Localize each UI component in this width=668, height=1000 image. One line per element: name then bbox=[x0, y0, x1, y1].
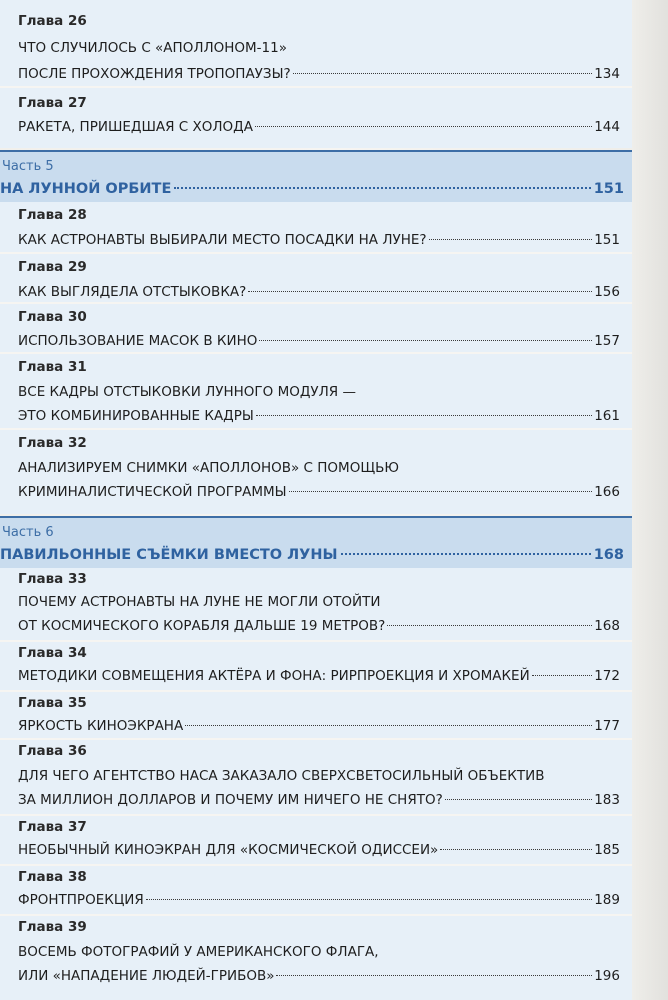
chapter-title-line-with-page bbox=[18, 329, 620, 353]
toc-entry-chapter-29[interactable] bbox=[0, 254, 632, 302]
chapter-title-line-with-page bbox=[18, 62, 620, 86]
toc-entry-chapter-27[interactable] bbox=[0, 88, 632, 148]
page-gutter-shadow bbox=[632, 0, 668, 1000]
leader-dots bbox=[146, 899, 592, 900]
page-number: 189 bbox=[594, 892, 620, 908]
page-number: 168 bbox=[593, 547, 624, 563]
chapter-title-line-with-page bbox=[18, 964, 620, 988]
leader-dots bbox=[532, 675, 593, 676]
chapter-title-text: КРИМИНАЛИСТИЧЕСКОЙ ПРОГРАММЫ bbox=[18, 484, 287, 500]
chapter-title-text: КАК ВЫГЛЯДЕЛА ОТСТЫКОВКА? bbox=[18, 284, 247, 300]
page-number: 168 bbox=[594, 618, 620, 634]
page-number: 166 bbox=[594, 484, 620, 500]
page-number: 161 bbox=[594, 408, 620, 424]
chapter-title-line bbox=[18, 590, 620, 614]
leader-dots bbox=[445, 799, 592, 800]
chapter-title-text: МЕТОДИКИ СОВМЕЩЕНИЯ АКТЁРА И ФОНА: РИРПРОЕКЦИЯ И ХРОМАКЕЙ bbox=[18, 668, 530, 684]
leader-dots bbox=[341, 553, 591, 555]
chapter-label: Глава 35 bbox=[18, 695, 87, 711]
toc-entry-chapter-38[interactable] bbox=[0, 866, 632, 914]
chapter-title-line-with-page bbox=[18, 838, 620, 862]
chapter-title-text: ПОЧЕМУ АСТРОНАВТЫ НА ЛУНЕ НЕ МОГЛИ ОТОЙТИ bbox=[18, 594, 381, 610]
page-number: 151 bbox=[593, 181, 624, 197]
page-number: 185 bbox=[594, 842, 620, 858]
leader-dots bbox=[174, 187, 590, 189]
chapter-title-text: ЗА МИЛЛИОН ДОЛЛАРОВ И ПОЧЕМУ ИМ НИЧЕГО НЕ СНЯТО? bbox=[18, 792, 443, 808]
chapter-title-line-with-page bbox=[18, 228, 620, 252]
chapter-title-text: ИСПОЛЬЗОВАНИЕ МАСОК В КИНО bbox=[18, 333, 258, 349]
chapter-label: Глава 36 bbox=[18, 743, 87, 759]
leader-dots bbox=[256, 415, 592, 416]
page-number: 134 bbox=[594, 66, 620, 82]
chapter-label: Глава 33 bbox=[18, 571, 87, 587]
page-number: 144 bbox=[594, 119, 620, 135]
chapter-title-text: ПОСЛЕ ПРОХОЖДЕНИЯ ТРОПОПАУЗЫ? bbox=[18, 66, 291, 82]
chapter-label: Глава 27 bbox=[18, 95, 87, 111]
toc-entry-chapter-31[interactable] bbox=[0, 354, 632, 428]
toc-part-5-header[interactable] bbox=[0, 150, 632, 202]
toc-entry-chapter-33[interactable] bbox=[0, 568, 632, 640]
toc-entry-chapter-39[interactable] bbox=[0, 916, 632, 1000]
chapter-label: Глава 39 bbox=[18, 919, 87, 935]
toc-entry-chapter-26[interactable] bbox=[0, 0, 632, 86]
part-title-line bbox=[0, 544, 624, 566]
chapter-title-line bbox=[18, 940, 620, 964]
leader-dots bbox=[429, 239, 593, 240]
chapter-label: Глава 30 bbox=[18, 309, 87, 325]
page-number: 177 bbox=[594, 718, 620, 734]
chapter-label: Глава 31 bbox=[18, 359, 87, 375]
chapter-label: Глава 28 bbox=[18, 207, 87, 223]
chapter-title-text: ВОСЕМЬ ФОТОГРАФИЙ У АМЕРИКАНСКОГО ФЛАГА, bbox=[18, 944, 379, 960]
leader-dots bbox=[293, 73, 593, 74]
chapter-title-line-with-page bbox=[18, 664, 620, 688]
chapter-title-text: ЧТО СЛУЧИЛОСЬ С «АПОЛЛОНОМ-11» bbox=[18, 40, 287, 56]
chapter-title-text: ФРОНТПРОЕКЦИЯ bbox=[18, 892, 144, 908]
chapter-title-line-with-page bbox=[18, 280, 620, 304]
chapter-title-text: ИЛИ «НАПАДЕНИЕ ЛЮДЕЙ-ГРИБОВ» bbox=[18, 968, 275, 984]
chapter-title-text: ЯРКОСТЬ КИНОЭКРАНА bbox=[18, 718, 184, 734]
leader-dots bbox=[185, 725, 592, 726]
toc-entry-chapter-36[interactable] bbox=[0, 740, 632, 814]
chapter-label: Глава 26 bbox=[18, 13, 87, 29]
part-title-line bbox=[0, 178, 624, 200]
leader-dots bbox=[255, 126, 592, 127]
toc-entry-chapter-28[interactable] bbox=[0, 202, 632, 252]
chapter-title-line-with-page bbox=[18, 714, 620, 738]
chapter-title-line bbox=[18, 380, 620, 404]
toc-entry-chapter-35[interactable] bbox=[0, 692, 632, 738]
chapter-title-line-with-page bbox=[18, 404, 620, 428]
chapter-title-text: ОТ КОСМИЧЕСКОГО КОРАБЛЯ ДАЛЬШЕ 19 МЕТРОВ? bbox=[18, 618, 386, 634]
chapter-title-text: ВСЕ КАДРЫ ОТСТЫКОВКИ ЛУННОГО МОДУЛЯ — bbox=[18, 384, 356, 400]
page-number: 157 bbox=[594, 333, 620, 349]
toc-part-6-header[interactable] bbox=[0, 516, 632, 568]
chapter-title-text: АНАЛИЗИРУЕМ СНИМКИ «АПОЛЛОНОВ» С ПОМОЩЬЮ bbox=[18, 460, 399, 476]
chapter-title-line-with-page bbox=[18, 115, 620, 139]
leader-dots bbox=[289, 491, 593, 492]
leader-dots bbox=[387, 625, 592, 626]
chapter-title-text: НЕОБЫЧНЫЙ КИНОЭКРАН ДЛЯ «КОСМИЧЕСКОЙ ОДИССЕИ» bbox=[18, 842, 439, 858]
page-number: 172 bbox=[594, 668, 620, 684]
leader-dots bbox=[276, 975, 592, 976]
chapter-title-line bbox=[18, 764, 620, 788]
chapter-title-text: РАКЕТА, ПРИШЕДШАЯ С ХОЛОДА bbox=[18, 119, 253, 135]
chapter-title-line-with-page bbox=[18, 888, 620, 912]
chapter-title-line bbox=[18, 36, 620, 60]
leader-dots bbox=[440, 849, 592, 850]
chapter-label: Глава 34 bbox=[18, 645, 87, 661]
part-title-text: НА ЛУННОЙ ОРБИТЕ bbox=[0, 181, 172, 197]
leader-dots bbox=[248, 291, 592, 292]
toc-entry-chapter-34[interactable] bbox=[0, 642, 632, 690]
chapter-title-line-with-page bbox=[18, 614, 620, 638]
chapter-label: Глава 37 bbox=[18, 819, 87, 835]
chapter-label: Глава 32 bbox=[18, 435, 87, 451]
part-label: Часть 6 bbox=[2, 525, 54, 540]
page-number: 151 bbox=[594, 232, 620, 248]
chapter-title-text: ДЛЯ ЧЕГО АГЕНТСТВО НАСА ЗАКАЗАЛО СВЕРХСВЕТОСИЛЬНЫЙ ОБЪЕКТИВ bbox=[18, 768, 545, 784]
toc-entry-chapter-37[interactable] bbox=[0, 816, 632, 864]
chapter-title-line-with-page bbox=[18, 788, 620, 812]
chapter-label: Глава 38 bbox=[18, 869, 87, 885]
toc-entry-chapter-30[interactable] bbox=[0, 304, 632, 352]
page-number: 196 bbox=[594, 968, 620, 984]
leader-dots bbox=[259, 340, 592, 341]
chapter-label: Глава 29 bbox=[18, 259, 87, 275]
chapter-title-text: ЭТО КОМБИНИРОВАННЫЕ КАДРЫ bbox=[18, 408, 254, 424]
page-number: 183 bbox=[594, 792, 620, 808]
part-title-text: ПАВИЛЬОННЫЕ СЪЁМКИ ВМЕСТО ЛУНЫ bbox=[0, 547, 338, 563]
chapter-title-line bbox=[18, 456, 620, 480]
part-label: Часть 5 bbox=[2, 159, 54, 174]
chapter-title-text: КАК АСТРОНАВТЫ ВЫБИРАЛИ МЕСТО ПОСАДКИ НА ЛУНЕ? bbox=[18, 232, 427, 248]
toc-entry-chapter-32[interactable] bbox=[0, 430, 632, 514]
chapter-title-line-with-page bbox=[18, 480, 620, 504]
page-number: 156 bbox=[594, 284, 620, 300]
